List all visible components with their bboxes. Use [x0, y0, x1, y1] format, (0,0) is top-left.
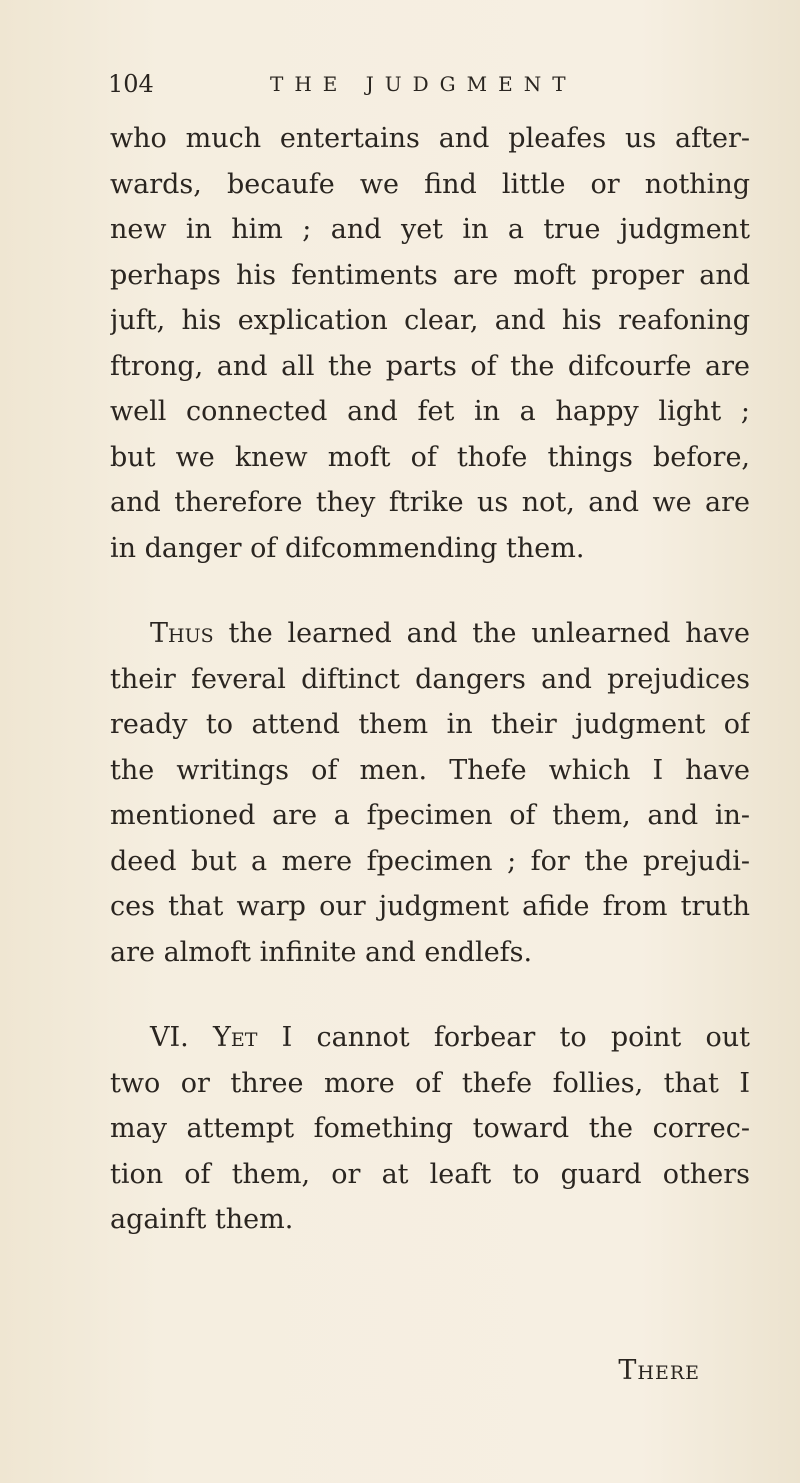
text-line: tion of them, or at leaft to guard others	[110, 1158, 750, 1190]
body-text	[110, 116, 750, 1243]
running-title: THE JUDGMENT	[270, 72, 577, 96]
text-line: two or three more of thefe follies, that I	[110, 1067, 750, 1099]
text-line: well connected and fet in a happy light ;	[110, 396, 750, 427]
page-number: 104	[108, 70, 154, 98]
text-line: ces that warp our judgment afide from truth	[110, 891, 750, 922]
text-line: in danger of difcommending them.	[110, 532, 585, 564]
text-line: wards, becaufe we find little or nothing	[110, 168, 750, 200]
lead-word: Thus	[150, 618, 214, 649]
text-line: ready to attend them in their judgment of	[110, 709, 750, 740]
text-line: perhaps his fentiments are moft proper and	[110, 259, 750, 291]
text-line: againft them.	[110, 1204, 294, 1235]
running-head	[108, 70, 708, 110]
text-line: their feveral diftinct dangers and prejudices	[110, 663, 750, 695]
section-number: VI.	[150, 1022, 189, 1053]
paragraph-gap	[110, 975, 750, 1015]
text-line: mentioned are a fpecimen of them, and in-	[110, 800, 750, 831]
text-line: new in him ; and yet in a true judgment	[110, 214, 750, 245]
text-line	[110, 1015, 750, 1061]
text-line: and therefore they ftrike us not, and we are	[110, 487, 750, 518]
text-line: are almoft infinite and endlefs.	[110, 936, 533, 968]
paragraph-2	[110, 611, 750, 975]
paragraph-3	[110, 1015, 750, 1243]
text-line: juft, his explication clear, and his reafoning	[110, 305, 750, 336]
text-line	[110, 611, 750, 657]
paragraph-gap	[110, 571, 750, 611]
line-text: the learned and the unlearned have	[213, 618, 750, 649]
catchword: There	[618, 1355, 700, 1386]
text-line: who much entertains and pleafes us after-	[110, 123, 750, 154]
text-line: may attempt fomething toward the correc-	[110, 1113, 750, 1144]
text-line: ftrong, and all the parts of the difcourfe are	[110, 350, 750, 382]
lead-word: Yet	[213, 1022, 258, 1053]
line-text: I cannot forbear to point out	[257, 1022, 750, 1053]
text-line: deed but a mere fpecimen ; for the prejudi-	[110, 845, 750, 877]
paragraph-1	[110, 116, 750, 571]
text-line: the writings of men. Thefe which I have	[110, 754, 750, 786]
text-line: but we knew moft of thofe things before,	[110, 441, 750, 473]
